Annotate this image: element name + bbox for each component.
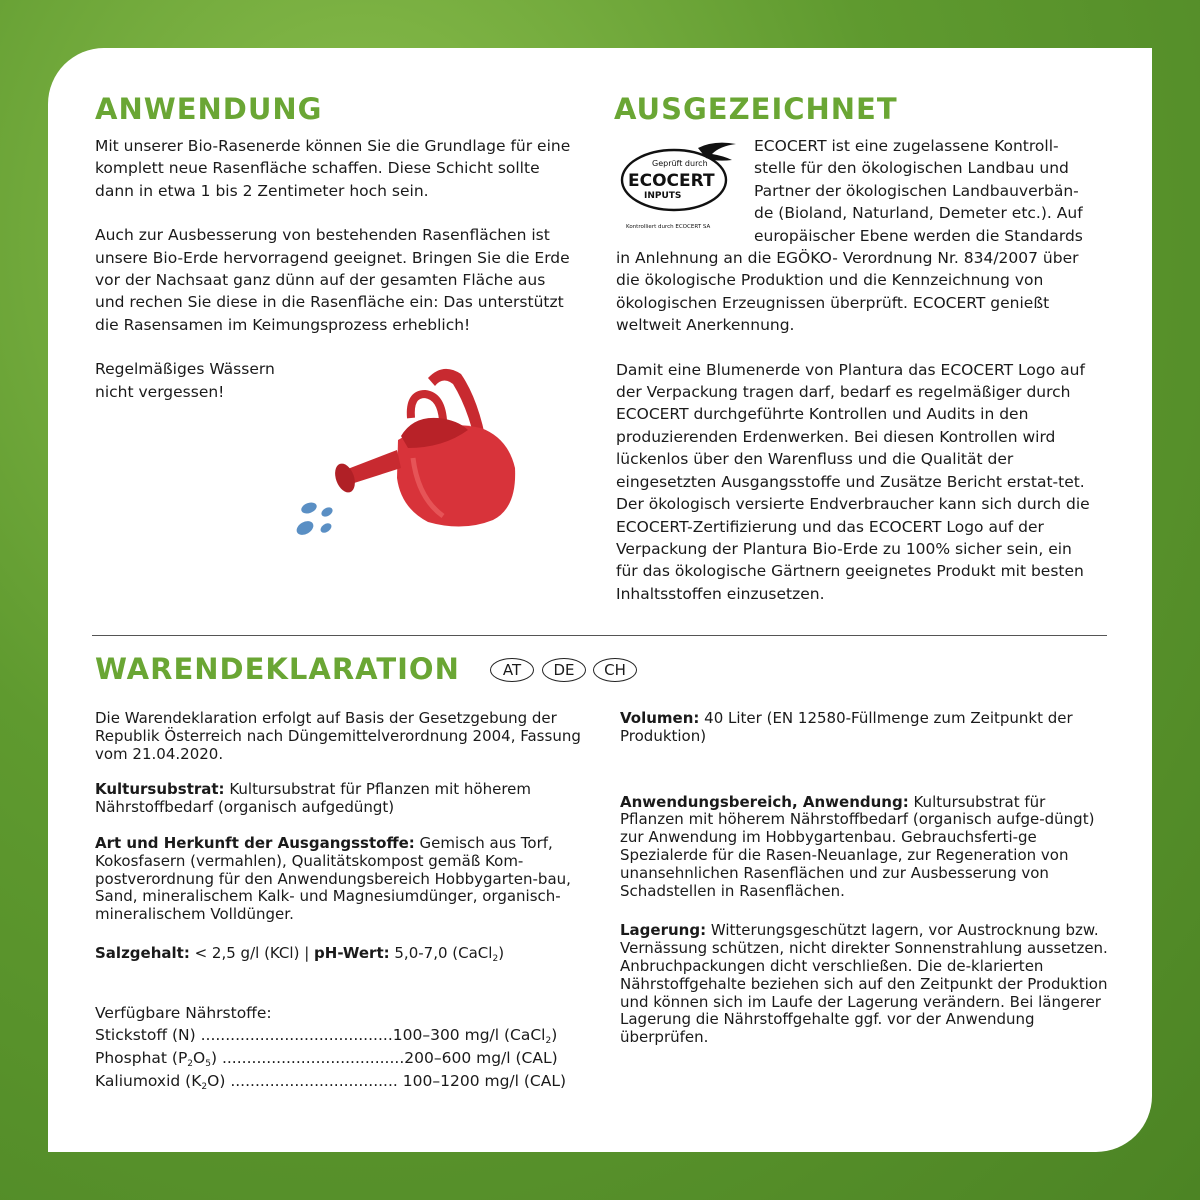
deklaration-intro: Die Warendeklaration erfolgt auf Basis der Gesetzgebung der Republik Österreich nach Düngemittelverordnung 2004, Fassung vom 21.04.2020. (95, 709, 581, 763)
ausgezeichnet-text (616, 135, 1116, 605)
ausgezeichnet-line: die ökologische Produktion und die Kennzeichnung von (616, 271, 1044, 290)
anwendungsbereich-text: Kultursubstrat für Pflanzen mit höherem Nährstoffbedarf (organisch aufge-düngt) zur Anwendung im Hobbygartenbau. Gebrauchsferti-ge Spezialerde für die Rasen-Neuanlage, zur Regeneration von unansehnlichen Rasenflächen und zur Ausbesserung von Schadstellen in Rasenflächen. (620, 792, 1095, 900)
ph-value: 5,0-7,0 (CaCl (389, 943, 493, 962)
naehrstoff-dots: ....................................... (200, 1026, 393, 1044)
naehrstoff-name: Kaliumoxid (K (95, 1072, 202, 1090)
lagerung-paragraph (620, 922, 1110, 1047)
lagerung-text: Witterungsgeschützt lagern, vor Austrocknung bzw. Vernässung schützen, nicht direkter Sonnenstrahlung aussetzen. Anbruchpackungen dicht verschließen. Die de-klarierten Nährstoffgehalte beziehen sich auf den Zeitpunkt der Produktion und können sich im Laufe der Lagerung verändern. Bei längerer Lagerung die Nährstoffgehalte ggf. vor der Anwendung überprüfen. (620, 921, 1108, 1047)
ausgezeichnet-line: ökologischen Erzeugnissen überprüft. ECOCERT genießt (616, 293, 1050, 312)
anwendung-hint-line-1: Regelmäßiges Wässern (95, 360, 275, 379)
naehrstoff-dots: ..................................... (221, 1049, 405, 1067)
content-card (48, 48, 1152, 1152)
svg-text:INPUTS: INPUTS (644, 191, 682, 201)
anwendung-paragraph-1: Mit unserer Bio-Rasenerde können Sie die Grundlage für eine komplett neue Rasenfläche schaffen. Diese Schicht sollte dann in etwa 1 bis 2 Zentimeter hoch sein. (95, 137, 571, 200)
naehrstoff-value: 100–1200 mg/l (CAL) (397, 1072, 567, 1090)
naehrstoff-value-sub: 2 (545, 1036, 552, 1046)
naehrstoff-value: 100–300 mg/l (CaCl (392, 1026, 546, 1044)
country-badge-de: DE (542, 658, 586, 682)
anwendung-title: ANWENDUNG (95, 92, 323, 126)
ausgezeichnet-line: de (Bioland, Naturland, Demeter etc.). Auf (754, 204, 1083, 223)
lagerung-label: Lagerung: (620, 921, 707, 940)
kultursubstrat-paragraph (95, 781, 585, 817)
naehrstoffe-label: Verfügbare Nährstoffe: (95, 1004, 272, 1022)
anwendungsbereich-paragraph (620, 794, 1110, 901)
ausgangsstoffe-paragraph (95, 835, 585, 924)
naehrstoff-name-mid: O (193, 1049, 206, 1067)
ph-value-sub: 2 (492, 953, 499, 964)
naehrstoff-sub: 2 (201, 1082, 208, 1092)
ausgezeichnet-paragraph-2: Damit eine Blumenerde von Plantura das ECOCERT Logo auf der Verpackung tragen darf, bedarf es regelmäßiger durch ECOCERT durchgeführte Kontrollen und Audits in den produzierenden Erdenwerken. Bei diesen Kontrollen wird lückenlos über den Warenfluss und die Qualität der eingesetzten Ausgangsstoffe und Zusätze Bericht erstat-tet. Der ökologisch versierte Endverbraucher kann sich durch die ECOCERT-Zertifizierung und das ECOCERT Logo auf der Verpackung der Plantura Bio-Erde zu 100% sicher sein, ein für das ökologische Gärtnern geeignetes Produkt mit besten Inhaltsstoffen einzusetzen. (616, 360, 1090, 603)
anwendung-paragraph-2: Auch zur Ausbesserung von bestehenden Rasenflächen ist unsere Bio-Erde hervorragend geeignet. Bringen Sie die Erde vor der Nachsaat ganz dünn auf der gesamten Fläche aus und rechen Sie diese in die Rasenfläche ein: Das unterstützt die Rasensamen im Keimungsprozess erheblich! (95, 226, 570, 334)
naehrstoff-dots: .................................. (230, 1072, 398, 1090)
deklaration-right-column (620, 710, 1110, 1047)
ausgezeichnet-line: weltweit Anerkennung. (616, 316, 795, 335)
ausgezeichnet-title: AUSGEZEICHNET (614, 92, 898, 126)
salzgehalt-label: Salzgehalt: (95, 943, 190, 962)
volumen-paragraph (620, 710, 1110, 746)
volumen-label: Volumen: (620, 709, 700, 727)
ausgezeichnet-line: europäischer Ebene werden die Standards (754, 226, 1083, 245)
svg-text:Kontrolliert durch ECOCERT SA: Kontrolliert durch ECOCERT SA (626, 224, 711, 230)
deklaration-left-column (95, 710, 585, 969)
ausgangsstoffe-label: Art und Herkunft der Ausgangsstoffe: (95, 833, 415, 852)
naehrstoff-name-end: O) (207, 1072, 231, 1090)
ausgangsstoffe-text: Gemisch aus Torf, Kokosfasern (vermahlen), Qualitätskompost gemäß Kom-postverordnung für den Anwendungsbereich Hobbygarten-bau, Sand, mineralischem Kalk- und Magnesiumdünger, organisch-mineralischem Volldünger. (95, 833, 571, 924)
ausgezeichnet-line: in Anlehnung an die EGÖKO- Verordnung Nr. 834/2007 über (616, 249, 1079, 268)
naehrstoff-value-end: ) (551, 1026, 558, 1044)
anwendung-hint-line-2: nicht vergessen! (95, 382, 225, 401)
ph-label: pH-Wert: (314, 943, 390, 962)
anwendungsbereich-label: Anwendungsbereich, Anwendung: (620, 792, 909, 811)
warendeklaration-title: WARENDEKLARATION (95, 652, 460, 686)
ausgezeichnet-line: ECOCERT ist eine zugelassene Kontroll- (754, 137, 1059, 155)
naehrstoff-value: 200–600 mg/l (CAL) (404, 1049, 558, 1067)
naehrstoff-sub: 5 (205, 1059, 211, 1069)
water-drop-icon (294, 518, 316, 537)
naehrstoff-name: Phosphat (P (95, 1049, 188, 1067)
country-badge-ch: CH (593, 658, 637, 682)
svg-text:ECOCERT: ECOCERT (628, 171, 715, 191)
naehrstoff-sub: 2 (187, 1059, 194, 1069)
section-divider (92, 635, 1107, 636)
watering-can-icon (293, 358, 528, 538)
naehrstoff-name-end: ) (210, 1049, 222, 1067)
naehrstoff-row-kaliumoxid (95, 1070, 566, 1098)
svg-text:Geprüft durch: Geprüft durch (652, 159, 708, 168)
ph-value-end: ) (498, 943, 505, 962)
country-badge-at: AT (490, 658, 534, 682)
naehrstoff-name: Stickstoff (N) (95, 1026, 201, 1044)
salzgehalt-value: < 2,5 g/l (KCl) | (189, 943, 315, 962)
ausgezeichnet-line: stelle für den ökologischen Landbau und (754, 159, 1069, 178)
kultursubstrat-label: Kultursubstrat: (95, 780, 225, 799)
volumen-text: 40 Liter (EN 12580-Füllmenge zum Zeitpunkt der Produktion) (620, 709, 1073, 745)
salz-ph-line (95, 945, 585, 969)
kultursubstrat-text: Kultursubstrat für Pflanzen mit höherem Nährstoffbedarf (organisch aufgedüngt) (95, 780, 532, 817)
ausgezeichnet-line: Partner der ökologischen Landbauverbän- (754, 181, 1079, 200)
